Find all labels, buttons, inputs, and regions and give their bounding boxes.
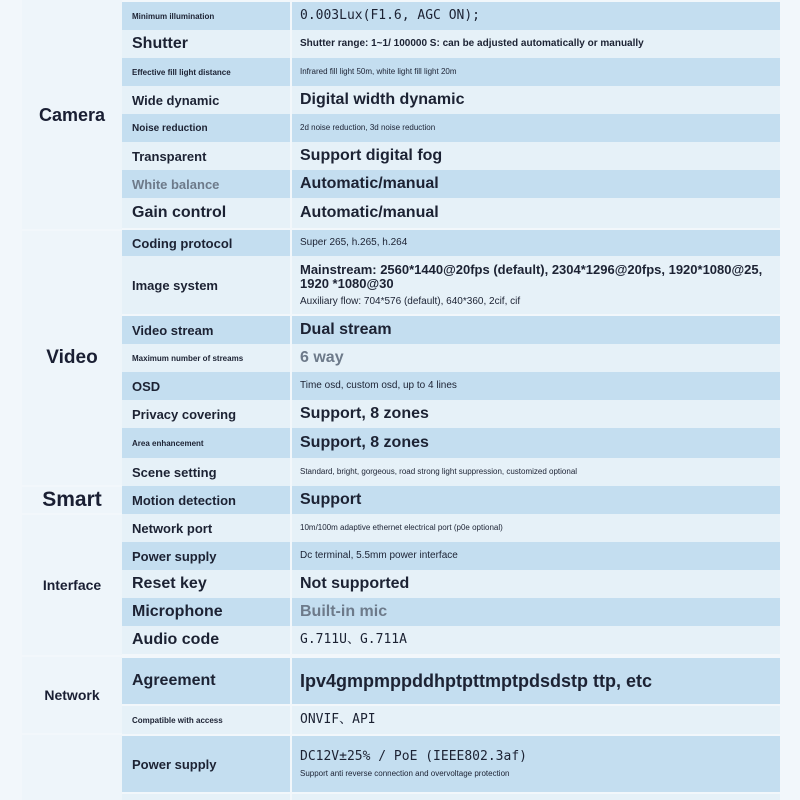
spec-row bbox=[122, 170, 780, 198]
spec-row bbox=[122, 428, 780, 458]
spec-value: Digital width dynamic bbox=[300, 90, 465, 108]
spec-row bbox=[122, 114, 780, 142]
spec-value-cell bbox=[292, 114, 780, 142]
spec-value: DC12V±25% / PoE (IEEE802.3af) bbox=[300, 748, 527, 764]
spec-value-cell bbox=[292, 30, 780, 58]
spec-value-cell bbox=[292, 736, 780, 792]
spec-name: Image system bbox=[122, 256, 292, 314]
spec-row bbox=[122, 570, 780, 598]
spec-row bbox=[122, 2, 780, 30]
spec-value: Infrared fill light 50m, white light fill light 20m bbox=[300, 66, 457, 76]
spec-row bbox=[122, 486, 780, 514]
spec-value-cell bbox=[292, 626, 780, 654]
spec-name: Network port bbox=[122, 514, 292, 542]
spec-name: Reset key bbox=[122, 570, 292, 598]
spec-row bbox=[122, 736, 780, 792]
category-camera: Camera bbox=[22, 0, 122, 230]
spec-name: Area enhancement bbox=[122, 428, 292, 458]
spec-value: 6 way bbox=[300, 348, 344, 366]
spec-name: Noise reduction bbox=[122, 114, 292, 142]
spec-value-cell bbox=[292, 428, 780, 458]
spec-value: Shutter range: 1~1/ 100000 S: can be adjusted automatically or manually bbox=[300, 37, 644, 49]
spec-value-cell bbox=[292, 344, 780, 372]
spec-value-cell bbox=[292, 570, 780, 598]
spec-value: 2d noise reduction, 3d noise reduction bbox=[300, 122, 436, 132]
spec-value: Automatic/manual bbox=[300, 174, 439, 192]
spec-row bbox=[122, 230, 780, 256]
spec-value: 0.003Lux(F1.6, AGC ON); bbox=[300, 8, 481, 24]
spec-name: White balance bbox=[122, 170, 292, 198]
spec-value-note: Support anti reverse connection and overvoltage protection bbox=[300, 769, 510, 779]
spec-row bbox=[122, 344, 780, 372]
spec-name: Coding protocol bbox=[122, 230, 292, 256]
spec-row bbox=[122, 372, 780, 400]
spec-name: Scene setting bbox=[122, 458, 292, 486]
spec-name: Audio code bbox=[122, 626, 292, 654]
spec-row bbox=[122, 658, 780, 704]
spec-name: Gain control bbox=[122, 198, 292, 228]
spec-name: Power supply bbox=[122, 736, 292, 792]
spec-value: Support bbox=[300, 490, 362, 508]
spec-value-cell bbox=[292, 170, 780, 198]
spec-value-cell bbox=[292, 372, 780, 400]
spec-name: Microphone bbox=[122, 598, 292, 626]
spec-row bbox=[122, 514, 780, 542]
spec-value: Support, 8 zones bbox=[300, 404, 429, 422]
spec-row bbox=[122, 58, 780, 86]
spec-name: OSD bbox=[122, 372, 292, 400]
spec-value: ONVIF、API bbox=[300, 712, 376, 728]
spec-name: Effective fill light distance bbox=[122, 58, 292, 86]
category-network: Network bbox=[22, 656, 122, 734]
spec-name bbox=[122, 794, 292, 800]
spec-value-cell bbox=[292, 794, 780, 800]
spec-value-cell bbox=[292, 256, 780, 314]
spec-value: Time osd, custom osd, up to 4 lines bbox=[300, 379, 457, 391]
spec-value: Super 265, h.265, h.264 bbox=[300, 236, 408, 248]
category-interface: Interface bbox=[22, 514, 122, 656]
spec-name: Transparent bbox=[122, 142, 292, 170]
spec-row bbox=[122, 400, 780, 428]
spec-row bbox=[122, 626, 780, 654]
spec-row bbox=[122, 142, 780, 170]
spec-row bbox=[122, 256, 780, 314]
spec-value-cell bbox=[292, 542, 780, 570]
spec-value: Automatic/manual bbox=[300, 203, 439, 221]
spec-row bbox=[122, 86, 780, 114]
spec-value-cell bbox=[292, 86, 780, 114]
spec-value-cell bbox=[292, 142, 780, 170]
category-power bbox=[22, 734, 122, 800]
spec-value-cell bbox=[292, 706, 780, 734]
spec-value: Standard, bright, gorgeous, road strong light suppression, customized optional bbox=[300, 466, 578, 476]
spec-row bbox=[122, 198, 780, 228]
spec-value: Support digital fog bbox=[300, 146, 443, 164]
spec-value-cell bbox=[292, 316, 780, 344]
category-smart: Smart bbox=[22, 486, 122, 514]
spec-name: Wide dynamic bbox=[122, 86, 292, 114]
spec-value: Not supported bbox=[300, 574, 410, 592]
spec-value: Support, 8 zones bbox=[300, 433, 429, 451]
spec-value: 10m/100m adaptive ethernet electrical port (p0e optional) bbox=[300, 522, 503, 532]
spec-value-note: Auxiliary flow: 704*576 (default), 640*360, 2cif, cif bbox=[300, 296, 521, 308]
spec-value: Ipv4gmpmppddhptpttmptpdsdstp ttp, etc bbox=[300, 670, 652, 691]
spec-name: Agreement bbox=[122, 658, 292, 704]
spec-name: Video stream bbox=[122, 316, 292, 344]
spec-value-cell bbox=[292, 514, 780, 542]
spec-row bbox=[122, 794, 780, 800]
spec-name: Motion detection bbox=[122, 486, 292, 514]
spec-value-cell bbox=[292, 230, 780, 256]
spec-name: Shutter bbox=[122, 30, 292, 58]
spec-value: Dual stream bbox=[300, 320, 392, 338]
spec-value: Mainstream: 2560*1440@20fps (default), 2304*1296@20fps, 1920*1080@25, 1920 *1080@30 bbox=[300, 261, 763, 291]
section-divider bbox=[22, 655, 780, 657]
spec-row bbox=[122, 706, 780, 734]
spec-name: Power supply bbox=[122, 542, 292, 570]
spec-name: Maximum number of streams bbox=[122, 344, 292, 372]
spec-name: Compatible with access bbox=[122, 706, 292, 734]
spec-name: Privacy covering bbox=[122, 400, 292, 428]
spec-row bbox=[122, 316, 780, 344]
spec-value-cell bbox=[292, 658, 780, 704]
spec-value-cell bbox=[292, 198, 780, 228]
spec-value-cell bbox=[292, 400, 780, 428]
spec-value: Built-in mic bbox=[300, 602, 388, 620]
spec-value-cell bbox=[292, 58, 780, 86]
spec-value-cell bbox=[292, 486, 780, 514]
spec-row bbox=[122, 458, 780, 486]
category-video: Video bbox=[22, 230, 122, 486]
spec-row bbox=[122, 30, 780, 58]
spec-value-cell bbox=[292, 2, 780, 30]
spec-name: Minimum illumination bbox=[122, 2, 292, 30]
spec-value: Dc terminal, 5.5mm power interface bbox=[300, 549, 458, 561]
spec-value-cell bbox=[292, 458, 780, 486]
spec-row bbox=[122, 598, 780, 626]
spec-value-cell bbox=[292, 598, 780, 626]
spec-value: G.711U、G.711A bbox=[300, 632, 407, 648]
spec-row bbox=[122, 542, 780, 570]
